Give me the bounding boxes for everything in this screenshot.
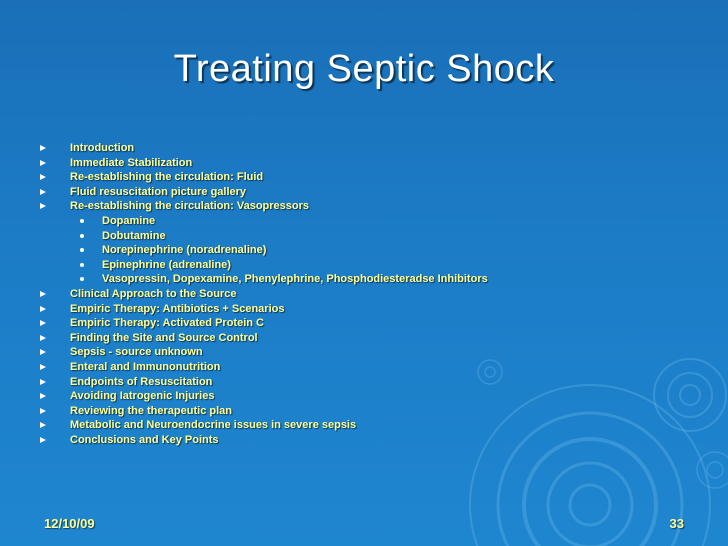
agenda-item-text: Empiric Therapy: Antibiotics + Scenarios: [70, 302, 285, 315]
agenda-item-text: Fluid resuscitation picture gallery: [70, 185, 247, 198]
agenda-item-text: Epinephrine (adrenaline): [102, 258, 231, 271]
agenda-item-text: Immediate Stabilization: [70, 156, 193, 169]
agenda-item-text: Vasopressin, Dopexamine, Phenylephrine, Phosphodiesteradse Inhibitors: [102, 273, 488, 286]
agenda-subitem: [40, 243, 640, 258]
agenda-item-text: Clinical Approach to the Source: [70, 287, 237, 300]
agenda-item-text: Re-establishing the circulation: Fluid: [70, 171, 264, 184]
agenda-item: [40, 170, 640, 185]
agenda-subitem: [40, 214, 640, 229]
agenda-item: [40, 418, 640, 433]
arrow-bullet-icon: [40, 335, 46, 341]
agenda-item: [40, 141, 640, 156]
agenda-item: [40, 185, 640, 200]
arrow-bullet-icon: [40, 189, 46, 195]
agenda-item-text: Re-establishing the circulation: Vasopressors: [70, 200, 310, 213]
agenda-item: [40, 360, 640, 375]
agenda-item-text: Endpoints of Resuscitation: [70, 375, 213, 388]
agenda-item: [40, 389, 640, 404]
agenda-item: [40, 199, 640, 214]
dot-bullet-icon: [80, 219, 84, 223]
agenda-item-text: Conclusions and Key Points: [70, 433, 219, 446]
agenda-item-text: Empiric Therapy: Activated Protein C: [70, 317, 264, 330]
agenda-item: [40, 345, 640, 360]
arrow-bullet-icon: [40, 291, 46, 297]
agenda-item: [40, 287, 640, 302]
arrow-bullet-icon: [40, 306, 46, 312]
agenda-item: [40, 433, 640, 448]
agenda-item-text: Dopamine: [102, 214, 156, 227]
agenda-list: [40, 141, 640, 447]
agenda-subitem: [40, 229, 640, 244]
dot-bullet-icon: [80, 263, 84, 267]
arrow-bullet-icon: [40, 174, 46, 180]
agenda-subitem: [40, 258, 640, 273]
arrow-bullet-icon: [40, 320, 46, 326]
arrow-bullet-icon: [40, 160, 46, 166]
agenda-item-text: Reviewing the therapeutic plan: [70, 404, 232, 417]
agenda-item-text: Norepinephrine (noradrenaline): [102, 244, 267, 257]
agenda-item-text: Dobutamine: [102, 229, 166, 242]
page-number: 33: [669, 516, 684, 531]
arrow-bullet-icon: [40, 379, 46, 385]
agenda-item: [40, 404, 640, 419]
agenda-item: [40, 302, 640, 317]
arrow-bullet-icon: [40, 145, 46, 151]
arrow-bullet-icon: [40, 408, 46, 414]
footer-date: 12/10/09: [44, 516, 95, 531]
slide-title: Treating Septic Shock: [173, 48, 555, 90]
agenda-item-text: Avoiding Iatrogenic Injuries: [70, 390, 215, 403]
arrow-bullet-icon: [40, 364, 46, 370]
arrow-bullet-icon: [40, 393, 46, 399]
agenda-item-text: Metabolic and Neuroendocrine issues in severe sepsis: [70, 419, 357, 432]
arrow-bullet-icon: [40, 422, 46, 428]
agenda-item-text: Sepsis - source unknown: [70, 346, 203, 359]
agenda-subitem: [40, 272, 640, 287]
agenda-item: [40, 156, 640, 171]
dot-bullet-icon: [80, 234, 84, 238]
arrow-bullet-icon: [40, 437, 46, 443]
agenda-item: [40, 375, 640, 390]
dot-bullet-icon: [80, 277, 84, 281]
agenda-item-text: Enteral and Immunonutrition: [70, 360, 221, 373]
dot-bullet-icon: [80, 248, 84, 252]
agenda-item-text: Finding the Site and Source Control: [70, 331, 258, 344]
arrow-bullet-icon: [40, 349, 46, 355]
agenda-item: [40, 331, 640, 346]
agenda-item-text: Introduction: [70, 142, 135, 154]
agenda-item: [40, 316, 640, 331]
arrow-bullet-icon: [40, 203, 46, 209]
